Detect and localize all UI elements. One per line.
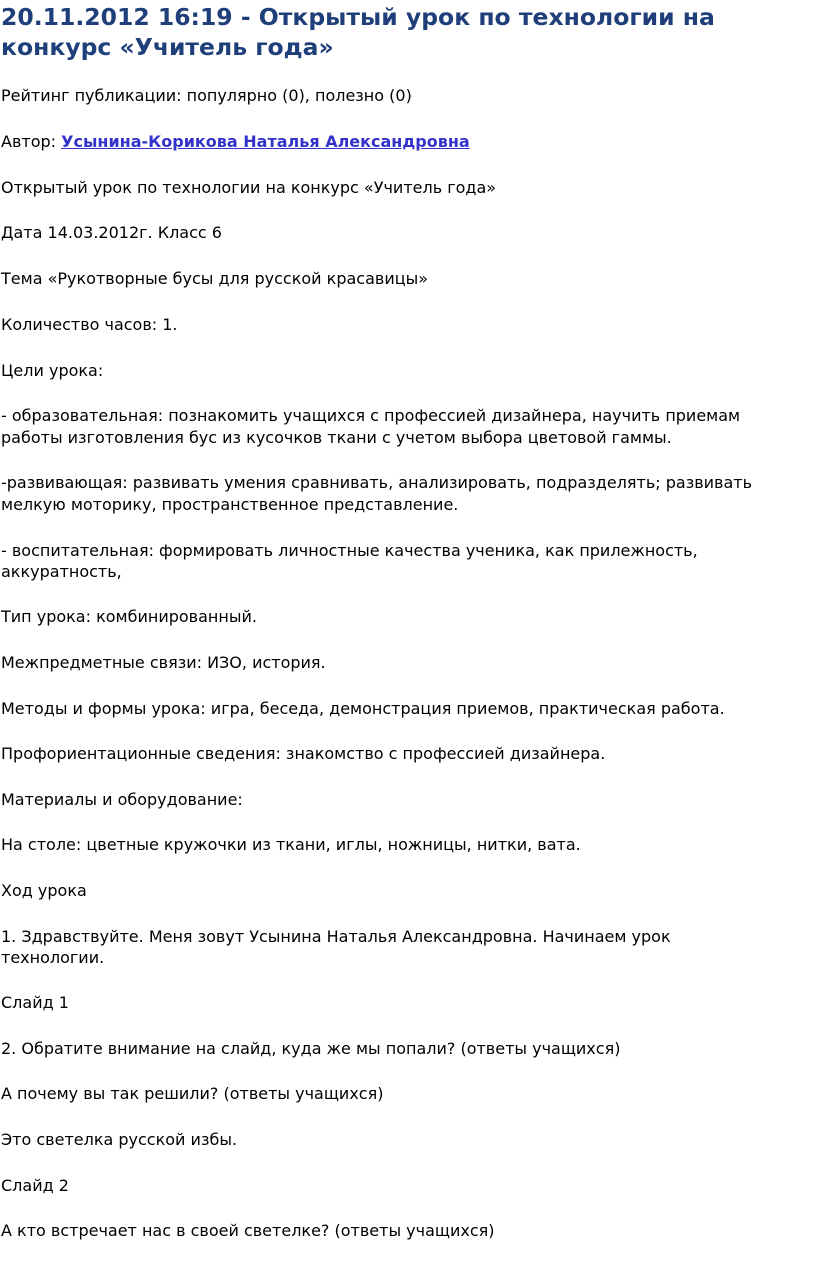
question-why: А почему вы так решили? (ответы учащихся)	[1, 1084, 384, 1103]
goal-upbringing-line-1: - воспитательная: формировать личностные качества ученика, как прилежность,	[1, 541, 698, 560]
page-title: 20.11.2012 16:19 - Открытый урок по технологии на конкурс «Учитель года»	[1, 3, 715, 61]
author-link[interactable]: Усынина-Корикова Наталья Александровна	[61, 132, 470, 151]
author-label: Автор:	[1, 132, 62, 151]
goal-developing-line-1: -развивающая: развивать умения сравнивать, анализировать, подразделять; развивать	[1, 473, 753, 492]
lesson-date: Дата 14.03.2012г. Класс 6	[1, 223, 222, 242]
question-who-meets: А кто встречает нас в своей светелке? (ответы учащихся)	[1, 1221, 495, 1240]
step-2: 2. Обратите внимание на слайд, куда же мы попали? (ответы учащихся)	[1, 1039, 621, 1058]
statement-svetelka: Это светелка русской избы.	[1, 1130, 238, 1149]
interdisciplinary-links: Межпредметные связи: ИЗО, история.	[1, 653, 326, 672]
slide-1-label: Слайд 1	[1, 993, 69, 1012]
step-1-line-2: технологии.	[1, 948, 105, 967]
lesson-hours: Количество часов: 1.	[1, 315, 178, 334]
lesson-goals-heading: Цели урока:	[1, 361, 104, 380]
goal-upbringing-line-2: аккуратность,	[1, 562, 122, 581]
publication-rating: Рейтинг публикации: популярно (0), полезно (0)	[1, 86, 412, 105]
lesson-progress-heading: Ход урока	[1, 881, 87, 900]
lesson-title: Открытый урок по технологии на конкурс «Учитель года»	[1, 178, 497, 197]
lesson-type: Тип урока: комбинированный.	[1, 607, 257, 626]
step-1-line-1: 1. Здравствуйте. Меня зовут Усынина Наталья Александровна. Начинаем урок	[1, 927, 671, 946]
lesson-topic: Тема «Рукотворные бусы для русской красавицы»	[1, 269, 429, 288]
materials-on-table: На столе: цветные кружочки из ткани, иглы, ножницы, нитки, вата.	[1, 835, 581, 854]
goal-educational-line-2: работы изготовления бус из кусочков ткани с учетом выбора цветовой гаммы.	[1, 428, 672, 447]
materials-heading: Материалы и оборудование:	[1, 790, 243, 809]
slide-2-label: Слайд 2	[1, 1176, 69, 1195]
career-guidance: Профориентационные сведения: знакомство с профессией дизайнера.	[1, 744, 606, 763]
goal-educational-line-1: - образовательная: познакомить учащихся с профессией дизайнера, научить приемам	[1, 406, 741, 425]
author-line	[1, 131, 470, 153]
goal-developing-line-2: мелкую моторику, пространственное представление.	[1, 495, 459, 514]
lesson-methods: Методы и формы урока: игра, беседа, демонстрация приемов, практическая работа.	[1, 699, 725, 718]
